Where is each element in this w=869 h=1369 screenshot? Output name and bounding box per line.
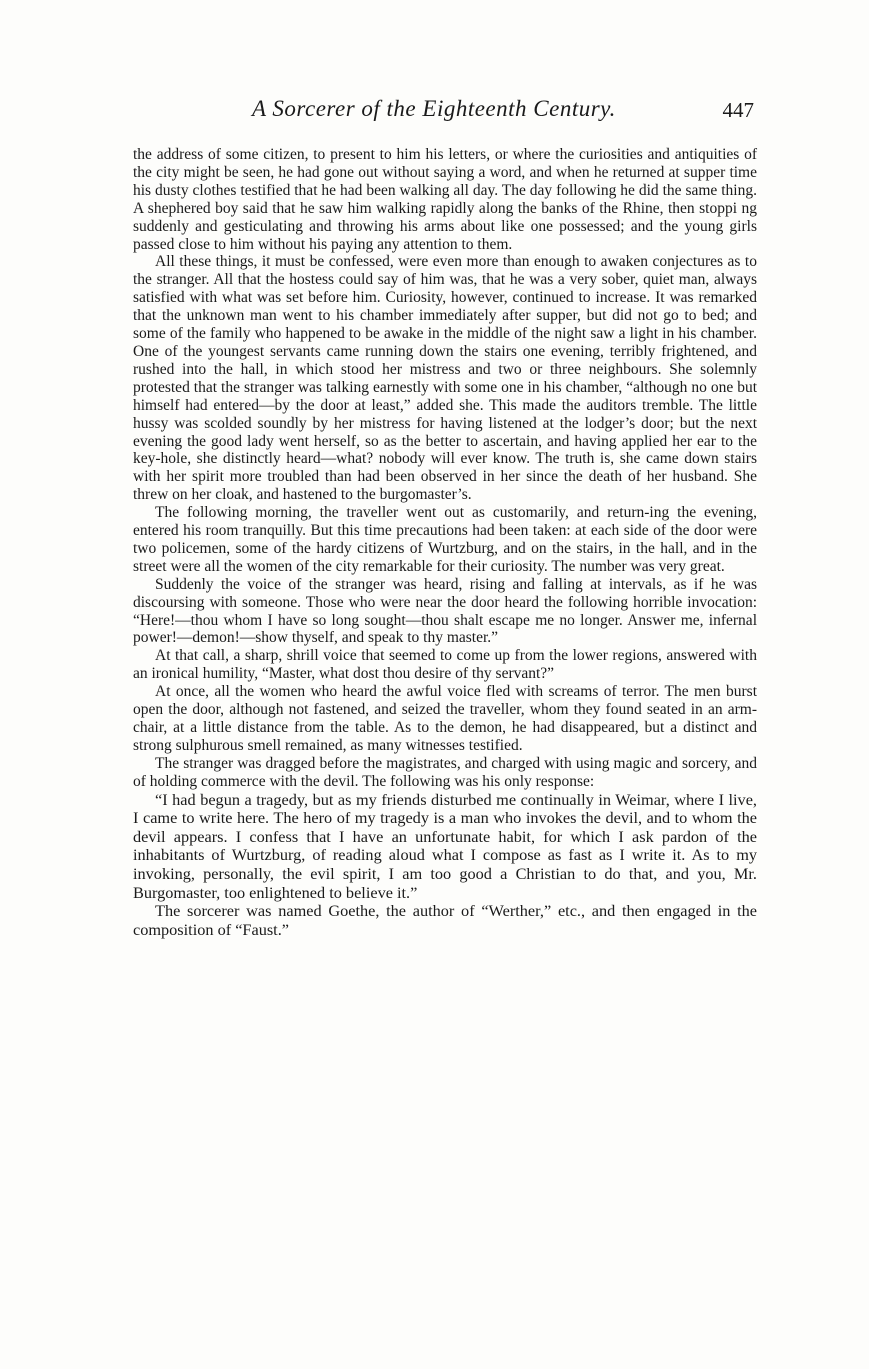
- running-head: [132, 96, 754, 130]
- paragraph-goethe-reveal: The sorcerer was named Goethe, the author of “Werther,” etc., and then engaged in the composition of “Faust.”: [133, 901, 757, 939]
- paragraph-precautions: The following morning, the traveller went out as customarily, and return-ing the evening, entered his room tranquilly. But this time precautions had been taken: at each side of the door were two policemen, some of the hardy citizens of Wurtzburg, and on the stairs, in the hall, and in the street were all the women of the city remarkable for their curiosity. The number was very great.: [133, 504, 757, 575]
- page-number: 447: [722, 98, 754, 122]
- paragraph-seized: At once, all the women who heard the awful voice fled with screams of terror. The men burst open the door, although not fastened, and seized the traveller, whom they found seated in an arm-chair, at a little distance from the table. As to the demon, he had disappeared, but a distinct and strong sulphurous smell remained, as many witnesses testified.: [133, 683, 757, 754]
- running-title: A Sorcerer of the Eighteenth Century.: [252, 96, 616, 121]
- paragraph-shrill-voice: At that call, a sharp, shrill voice that seemed to come up from the lower regions, answered with an ironical humility, “Master, what dost thou desire of thy servant?”: [133, 647, 757, 683]
- paragraph-continuation: the address of some citizen, to present to him his letters, or where the curiosities and antiquities of the city might be seen, he had gone out without saying a word, and when he returned at supper time his dusty clothes testified that he had been walking all day. The day following he did the same thing. A shephered boy said that he saw him walking rapidly along the banks of the Rhine, then stoppi ng suddenly and gesticulating and throwing his arms about like one possessed; and the young girls passed close to him without his paying any attention to them.: [133, 146, 757, 253]
- paragraph-magistrates: The stranger was dragged before the magistrates, and charged with using magic and sorcery, and of holding commerce with the devil. The following was his only response:: [133, 754, 757, 790]
- paragraph-conjectures: All these things, it must be confessed, were even more than enough to awaken conjectures as to the stranger. All that the hostess could say of him was, that he was a very sober, quiet man, always satisfied with what was set before him. Curiosity, however, continued to increase. It was remarked that the unknown man went to his chamber immediately after supper, but did not go to bed; and some of the family who happened to be awake in the middle of the night saw a light in his chamber. One of the youngest servants came running down the stairs one evening, terribly frightened, and rushed into the hall, in which stood her mistress and two or three neighbours. She solemnly protested that the stranger was talking earnestly with some one in his chamber, “although no one but himself had entered—by the door at least,” added she. This made the auditors tremble. The little hussy was scolded soundly by her mistress for having listened at the lodger’s door; but the next evening the good lady went herself, so as the better to ascertain, and having applied her ear to the key-hole, she distinctly heard—what? nobody will ever know. The truth is, she came down stairs with her spirit more troubled than had been observed in her since the death of her husband. She threw on her cloak, and hastened to the burgomaster’s.: [133, 253, 757, 504]
- body-text: [133, 146, 757, 939]
- paragraph-response-quote: “I had begun a tragedy, but as my friends disturbed me continually in Weimar, where I live, I came to write here. The hero of my tragedy is a man who invokes the devil, and to whom the devil appears. I confess that I have an unfortunate habit, for which I ask pardon of the inhabitants of Wurtzburg, of reading aloud what I compose as fast as I write it. As to my invoking, personally, the evil spirit, I am too good a Christian to do that, and you, Mr. Burgomaster, too enlightened to believe it.”: [133, 789, 757, 902]
- paragraph-invocation: Suddenly the voice of the stranger was heard, rising and falling at intervals, as if he was discoursing with someone. Those who were near the door heard the following horrible invocation: “Here!—thou whom I have so long sought—thou shalt escape me no longer. Answer me, infernal power!—demon!—show thyself, and speak to thy master.”: [133, 575, 757, 647]
